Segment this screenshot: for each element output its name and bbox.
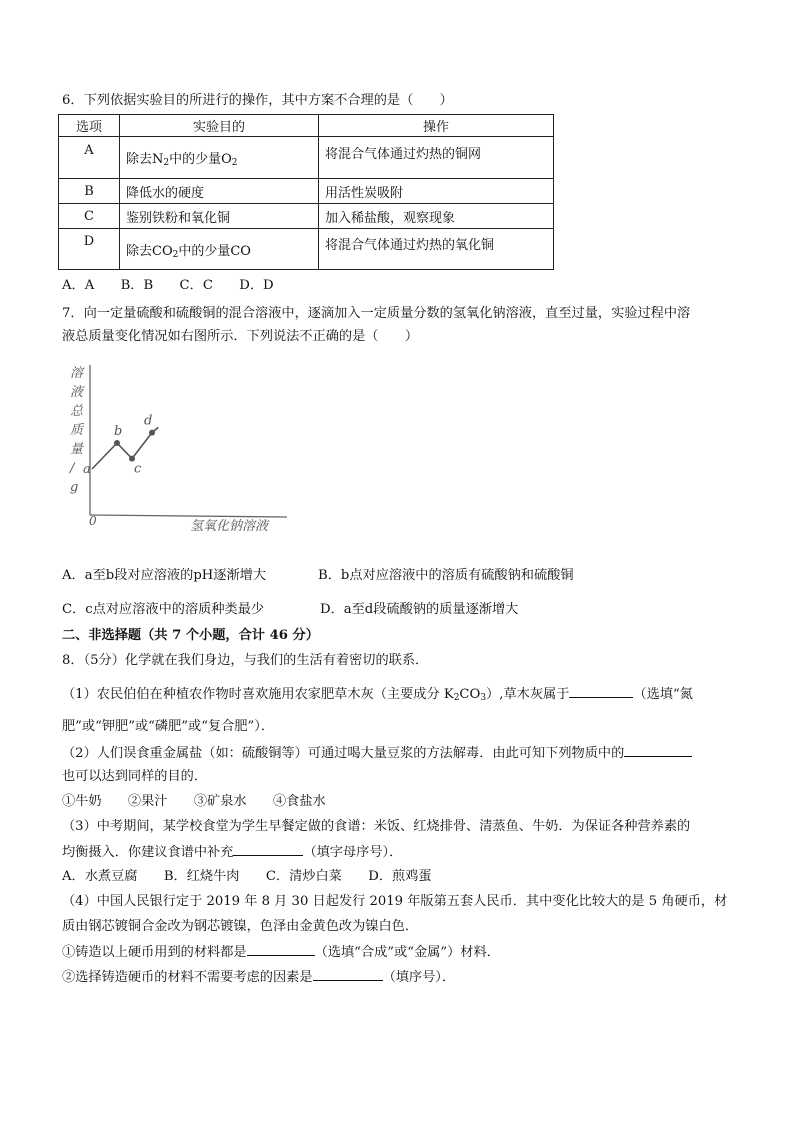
q7-stem-line2: 液总质量变化情况如右图所示．下列说法不正确的是（ ）	[62, 329, 419, 344]
q7-option-c: C．c点对应溶液中的溶质种类最少	[62, 602, 265, 617]
q8-part3-options: A．水煮豆腐 B．红烧牛肉 C．清炒白菜 D．煎鸡蛋	[62, 869, 432, 884]
q8-part3-line1: （3）中考期间，某学校食堂为学生早餐定做的食谱：米饭、红烧排骨、清蒸鱼、牛奶．为保证各种营养素的	[62, 819, 691, 834]
q8-part4-q2: ②选择铸造硬币的材料不需要考虑的因素是 （填序号）．	[62, 970, 456, 985]
q8-part2-options: ①牛奶 ②果汁 ③矿泉水 ④食盐水	[62, 794, 326, 809]
q8-part4-line2: 质由钢芯镀铜合金改为钢芯镀镍，色泽由金黄色改为镍白色．	[62, 919, 419, 934]
header-goal: 实验目的	[120, 115, 319, 137]
q8-part2-line1: （2）人们误食重金属盐（如：硫酸铜等）可通过喝大量豆浆的方法解毒．由此可知下列物质中的	[62, 744, 692, 763]
answer-blank[interactable]	[247, 943, 315, 956]
q6-stem: 6．下列依据实验目的所进行的操作，其中方案不合理的是（ ）	[62, 93, 453, 108]
q8-part1-line2: 肥”或“钾肥”或“磷肥”或“复合肥”）．	[62, 719, 275, 734]
row-operation: 将混合气体通过灼热的铜网	[319, 137, 554, 179]
table-row	[59, 137, 554, 179]
section-heading: 二、非选择题（共 7 个小题，合计 46 分）	[62, 628, 319, 643]
q6-table	[58, 114, 554, 270]
row-goal: 降低水的硬度	[120, 179, 319, 204]
table-row	[59, 179, 554, 204]
answer-blank[interactable]	[569, 685, 633, 698]
q7-option-a: A．a至b段对应溶液的pH逐渐增大	[62, 568, 267, 583]
point-label-a: a	[83, 462, 91, 477]
row-goal: 鉴别铁粉和氧化铜	[120, 204, 319, 229]
row-goal: 除去$N_2$中的少量$O_2$	[120, 137, 319, 179]
q8-part3-line2: 均衡摄入．你建议食谱中补充 （填字母序号）．	[62, 845, 403, 860]
q8-part4-q1: ①铸造以上硬币用到的材料都是 （选填“合成”或“金属”）材料．	[62, 945, 500, 960]
row-option: D	[59, 229, 120, 270]
q8-part2-line2: 也可以达到同样的目的．	[62, 769, 208, 784]
point-label-d: d	[144, 413, 153, 429]
y-axis-label-text: 溶液总质量/ g	[70, 366, 84, 495]
plot-area	[83, 414, 158, 477]
x-axis-label: 氢氧化钠溶液	[190, 519, 269, 534]
q7-chart	[62, 355, 302, 545]
answer-blank[interactable]	[313, 968, 383, 981]
table-header-row	[59, 115, 554, 137]
data-point-d	[149, 430, 155, 436]
row-option: B	[59, 179, 120, 204]
header-operation: 操作	[319, 115, 554, 137]
table-row	[59, 204, 554, 229]
answer-blank[interactable]	[624, 744, 692, 757]
q7-option-d: D．a至d段硫酸钠的质量逐渐增大	[320, 602, 519, 617]
series-line	[92, 427, 158, 469]
point-label-b: b	[114, 424, 123, 439]
q7-option-b: B．b点对应溶液中的溶质有硫酸钠和硫酸铜	[318, 568, 574, 583]
q8-part4-line1: （4）中国人民银行定于 2019 年 8 月 30 日起发行 2019 年版第五套人民币．其中变化比较大的是 5 角硬币，材	[62, 894, 728, 909]
q7-stem-line1: 7．向一定量硫酸和硫酸铜的混合溶液中，逐滴加入一定质量分数的氢氧化钠溶液，直至过量，实验过程中溶	[62, 306, 691, 321]
row-option: A	[59, 137, 120, 179]
q8-stem: 8．（5分）化学就在我们身边，与我们的生活有着密切的联系．	[62, 653, 429, 668]
origin-label: 0	[89, 514, 97, 528]
row-operation: 将混合气体通过灼热的氧化铜	[319, 229, 554, 270]
point-label-c: c	[134, 461, 142, 477]
header-option: 选项	[59, 115, 120, 137]
row-operation: 加入稀盐酸，观察现象	[319, 204, 554, 229]
row-option: C	[59, 204, 120, 229]
table-row	[59, 229, 554, 270]
q6-choices: A．A B．B C．C D．D	[62, 278, 274, 293]
x-axis	[90, 515, 287, 517]
answer-blank[interactable]	[233, 843, 303, 856]
row-operation: 用活性炭吸附	[319, 179, 554, 204]
data-point-b	[114, 440, 120, 446]
row-goal: 除去$CO_2$中的少量CO	[120, 229, 319, 270]
q8-part1-line1: （1）农民伯伯在种植农作物时喜欢施用农家肥草木灰（主要成分 $K_2CO_3$）,草木灰属于 （选填“氮	[62, 687, 693, 703]
